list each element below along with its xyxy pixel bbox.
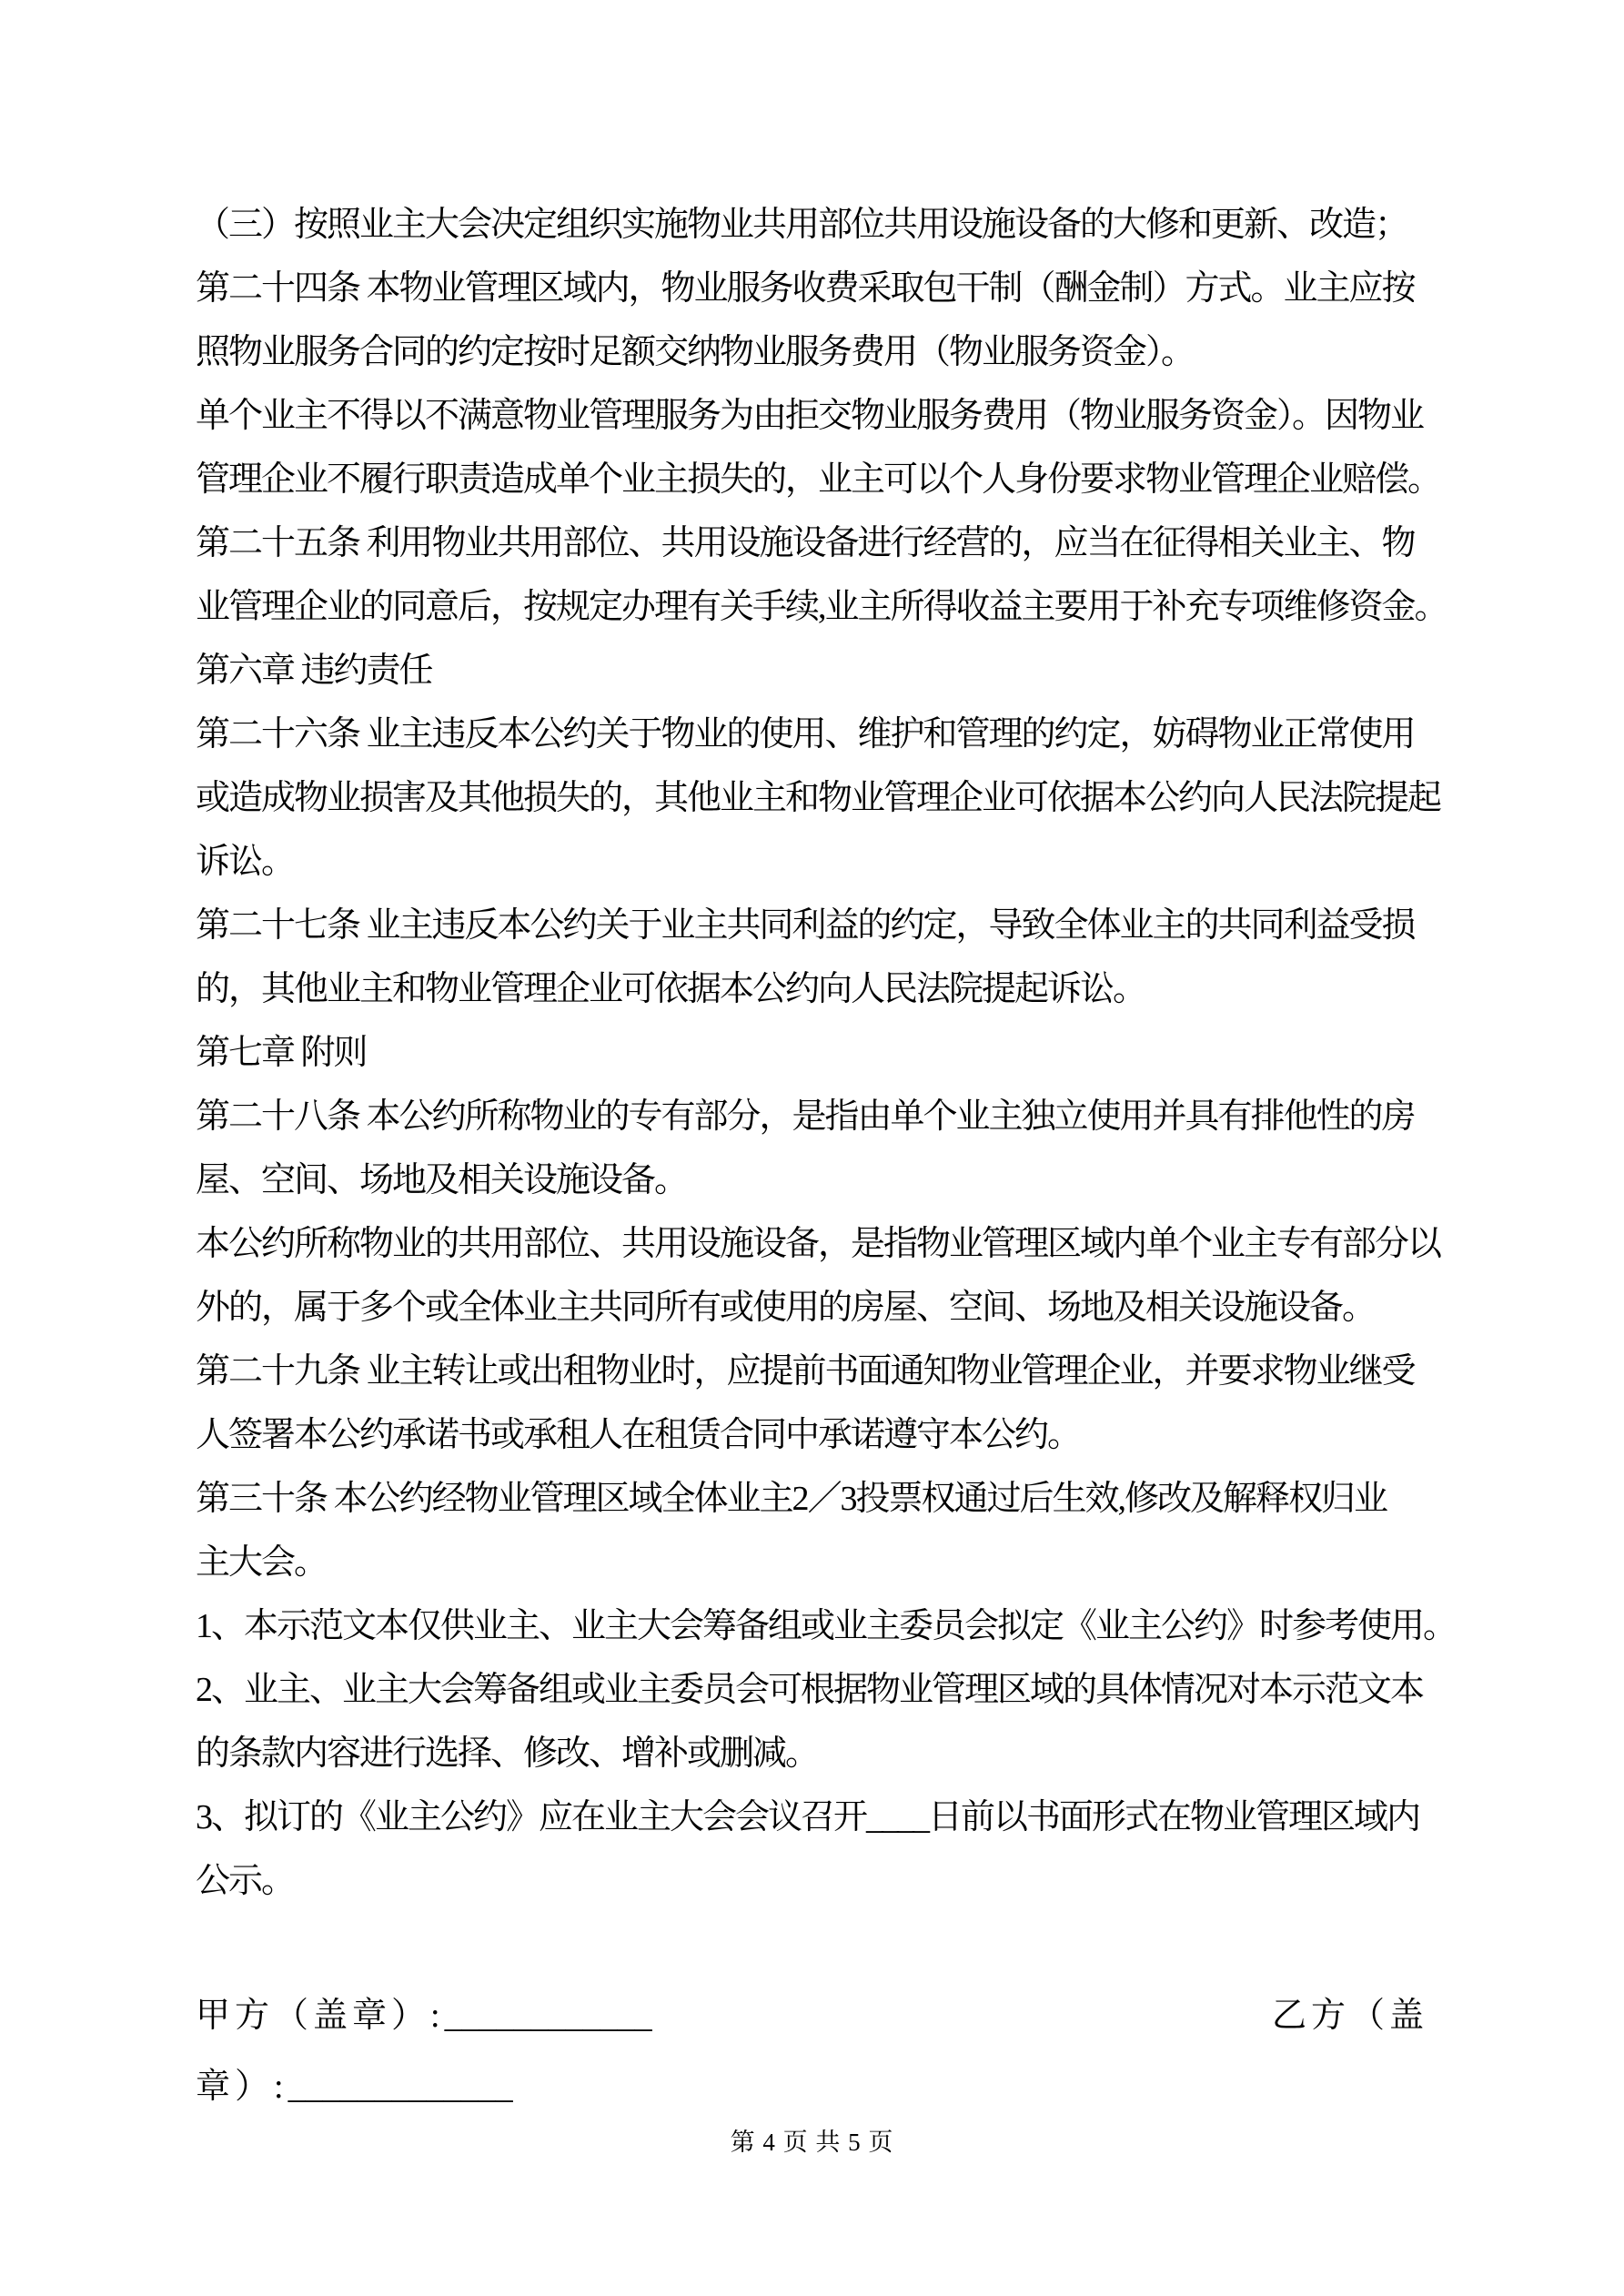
document-line: 第二十四条 本物业管理区域内，物业服务收费采取包干制（酬金制）方式。业主应按 — [196, 269, 1415, 308]
document-line: 外的，属于多个或全体业主共同所有或使用的房屋、空间、场地及相关设施设备。 — [196, 1289, 1376, 1327]
signature-row — [196, 1984, 1428, 2048]
document-line: 第六章 违约责任 — [196, 652, 432, 690]
party-a-signature-line: ____________ — [444, 1997, 652, 2035]
document-line: 诉讼。 — [196, 843, 295, 881]
document-line: 第三十条 本公约经物业管理区域全体业主2／3投票权通过后生效,修改及解释权归业 — [196, 1480, 1387, 1518]
document-line: 或造成物业损害及其他损失的，其他业主和物业管理企业可依据本公约向人民法院提起 — [196, 779, 1441, 817]
document-line: 本公约所称物业的共用部位、共用设施设备，是指物业管理区域内单个业主专有部分以 — [196, 1225, 1441, 1263]
document-line: 第二十九条 业主转让或出租物业时，应提前书面通知物业管理企业，并要求物业继受 — [196, 1352, 1415, 1391]
party-a-signature — [196, 1984, 652, 2048]
document-line: 管理企业不履行职责造成单个业主损失的，业主可以个人身份要求物业管理企业赔偿。 — [196, 460, 1441, 499]
party-b-signature-line: _____________ — [287, 2068, 513, 2106]
document-line: 3、拟订的《业主公约》应在业主大会会议召开____日前以书面形式在物业管理区域内 — [196, 1798, 1420, 1836]
signature-row-wrap — [196, 2055, 513, 2119]
document-line: 的，其他业主和物业管理企业可依据本公约向人民法院提起诉讼。 — [196, 970, 1146, 1008]
document-line: 人签署本公约承诺书或承租人在租赁合同中承诺遵守本公约。 — [196, 1416, 1081, 1454]
document-line: 业管理企业的同意后，按规定办理有关手续,业主所得收益主要用于补充专项维修资金。 — [196, 588, 1447, 626]
party-b-wrap-label: 章）: — [196, 2068, 288, 2106]
document-line: 第二十六条 业主违反本公约关于物业的使用、维护和管理的约定，妨碍物业正常使用 — [196, 715, 1415, 754]
party-a-label: 甲方（盖章）: — [196, 1997, 445, 2035]
document-line: 1、本示范文本仅供业主、业主大会筹备组或业主委员会拟定《业主公约》时参考使用。 — [196, 1607, 1457, 1645]
document-line: 公示。 — [196, 1862, 295, 1900]
document-line: 第二十七条 业主违反本公约关于业主共同利益的约定，导致全体业主的共同利益受损 — [196, 906, 1415, 945]
document-line: （三）按照业主大会决定组织实施物业共用部位共用设施设备的大修和更新、改造； — [196, 206, 1408, 244]
document-body — [196, 193, 1457, 1913]
document-line: 照物业服务合同的约定按时足额交纳物业服务费用（物业服务资金）。 — [196, 333, 1195, 371]
document-line: 主大会。 — [196, 1543, 328, 1582]
document-line: 2、业主、业主大会筹备组或业主委员会可根据物业管理区域的具体情况对本示范文本 — [196, 1671, 1424, 1709]
document-line: 第二十五条 利用物业共用部位、共用设施设备进行经营的，应当在征得相关业主、物 — [196, 524, 1415, 562]
document-line: 第七章 附则 — [196, 1034, 367, 1072]
page-number-footer: 第 4 页 共 5 页 — [730, 2129, 894, 2156]
document-line: 的条款内容进行选择、修改、增补或删减。 — [196, 1735, 819, 1773]
document-line: 第二十八条 本公约所称物业的专有部分，是指由单个业主独立使用并具有排他性的房 — [196, 1097, 1415, 1136]
document-line: 屋、空间、场地及相关设施设备。 — [196, 1161, 688, 1199]
party-b-label: 乙方（盖 — [1271, 1997, 1428, 2035]
document-line: 单个业主不得以不满意物业管理服务为由拒交物业服务费用（物业服务资金）。因物业 — [196, 397, 1424, 435]
